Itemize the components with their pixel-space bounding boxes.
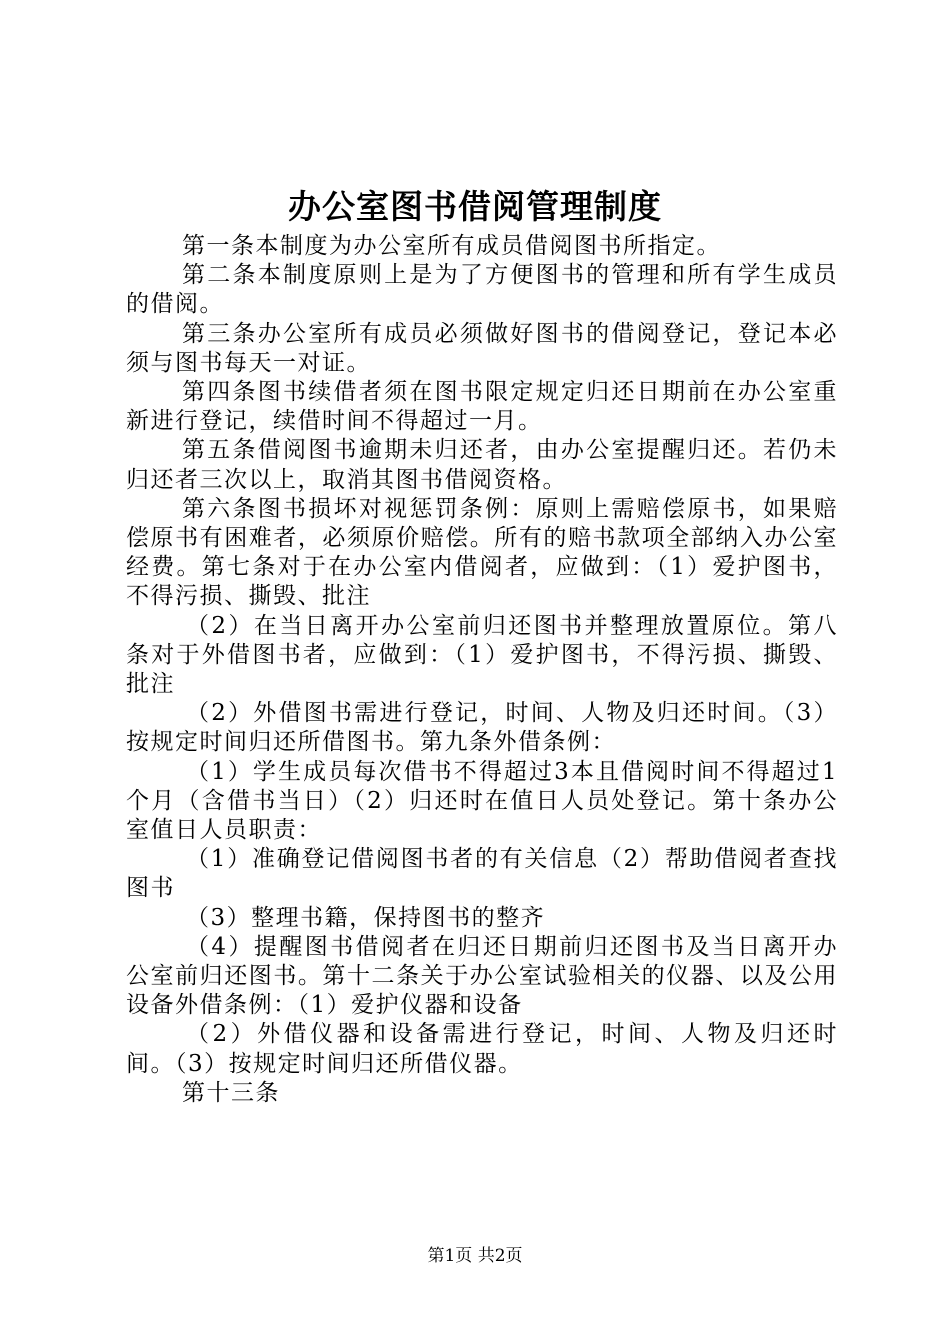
paragraph-article-10-item-3: （3）整理书籍，保持图书的整齐 <box>186 904 546 931</box>
paragraph-article-6-7: 第六条图书损坏对视惩罚条例：原则上需赔偿原书，如果赔偿原书有困难者，必须原价赔偿。所有的赔书款项全部纳入办公室经费。第七条对于在办公室内借阅者，应做到：（1）爱护图书，不得污损、撕毁、批注 <box>126 495 838 610</box>
paragraph-article-8-items: （2）外借图书需进行登记，时间、人物及归还时间。（3）按规定时间归还所借图书。第九条外借条例： <box>126 700 838 756</box>
paragraph-article-3: 第三条办公室所有成员必须做好图书的借阅登记，登记本必须与图书每天一对证。 <box>126 320 838 376</box>
paragraph-article-1: 第一条本制度为办公室所有成员借阅图书所指定。 <box>182 233 721 259</box>
paragraph-article-4: 第四条图书续借者须在图书限定规定归还日期前在办公室重新进行登记，续借时间不得超过一月。 <box>126 379 838 435</box>
page-indicator: 第1页 共2页 <box>427 1246 523 1266</box>
document-title: 办公室图书借阅管理制度 <box>288 187 662 226</box>
paragraph-article-12-items: （2）外借仪器和设备需进行登记，时间、人物及归还时间。（3）按规定时间归还所借仪器。 <box>126 1021 838 1077</box>
paragraph-article-5: 第五条借阅图书逾期未归还者，由办公室提醒归还。若仍未归还者三次以上，取消其图书借阅资格。 <box>126 437 838 493</box>
document-body <box>126 232 838 1108</box>
paragraph-article-10-items: （1）准确登记借阅图书者的有关信息（2）帮助借阅者查找图书 <box>126 846 838 902</box>
paragraph-article-7-item-2: （2）在当日离开办公室前归还图书并整理放置原位。第八条对于外借图书者，应做到：（1）爱护图书，不得污损、撕毁、批注 <box>126 612 838 698</box>
paragraph-article-13: 第十三条 <box>182 1079 280 1106</box>
paragraph-article-9-items: （1）学生成员每次借书不得超过3本且借阅时间不得超过1个月（含借书当日）（2）归还时在值日人员处登记。第十条办公室值日人员职责： <box>126 758 838 844</box>
paragraph-article-2: 第二条本制度原则上是为了方便图书的管理和所有学生成员的借阅。 <box>126 262 838 318</box>
paragraph-article-10-12: （4）提醒图书借阅者在归还日期前归还图书及当日离开办公室前归还图书。第十二条关于办公室试验相关的仪器、以及公用设备外借条例：（1）爱护仪器和设备 <box>126 933 838 1019</box>
